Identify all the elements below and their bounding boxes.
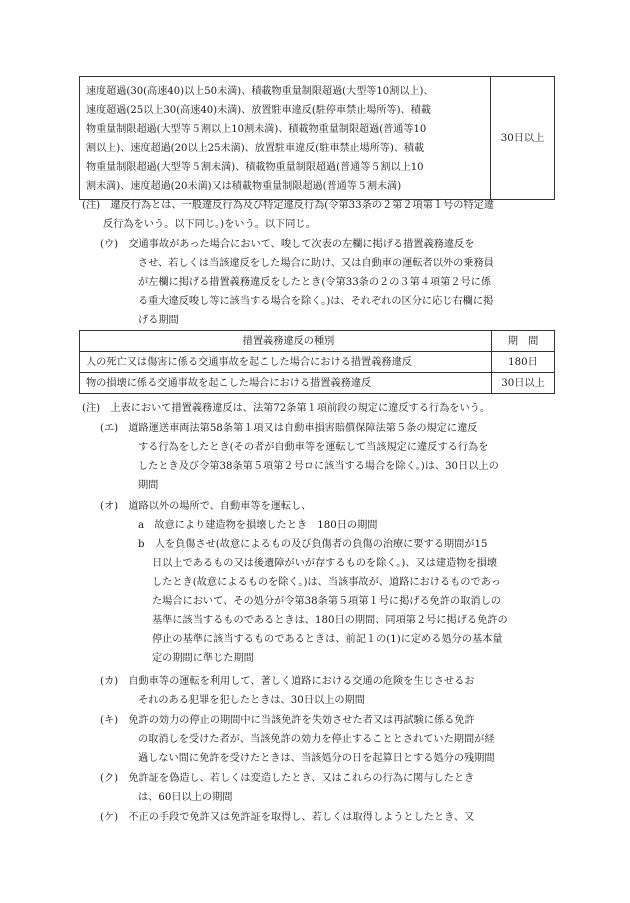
item-o <box>100 497 508 668</box>
item-line: 過しない間に免許を受けたときは、当該処分の日を起算日とする処分の残期間 <box>138 753 495 764</box>
item-ka <box>100 672 475 710</box>
table-cell: 物の損壊に係る交通事故を起こした場合における措置義務違反 <box>80 373 492 394</box>
note-line: (注) 違反行為とは、一般違反行為及び特定違反行為(令第33条の２第２項第１号の特定違 <box>82 200 495 211</box>
item-ki <box>100 711 495 768</box>
table-cell: 人の死亡又は傷害に係る交通事故を起こした場合における措置義務違反 <box>80 352 492 373</box>
item-ke <box>100 808 474 827</box>
item-line: (ウ) 交通事故があった場合において、唆して次表の左欄に掲げる措置義務違反を <box>100 239 475 250</box>
note-line: 反行為をいう。以下同じ。)をいう。以下同じ。 <box>103 219 316 230</box>
table-cell: 30日以上 <box>492 373 555 394</box>
table-text-line: 物重量制限超過(大型等５割以上10割未満)、積載物重量制限超過(普通等10 <box>86 124 427 135</box>
item-ku <box>100 769 474 807</box>
measure-obligation-table <box>79 330 555 394</box>
table-header-row <box>80 331 555 352</box>
table-text-line: 割未満)、速度超過(20未満)又は積載物重量制限超過(普通等５割未満) <box>86 181 402 192</box>
table-cell: 180日 <box>492 352 555 373</box>
item-line: 日以上であるもの又は後遺障がいが存するものを除く。)、又は建造物を損壊 <box>152 558 498 569</box>
note-line: (注) 上表において措置義務違反は、法第72条第１項前段の規定に違反する行為をいう。 <box>82 403 491 414</box>
item-line: それのある犯罪を犯したときは、30日以上の期間 <box>138 695 365 706</box>
item-line: 基準に該当するものであるときは、180日の期間、同項第２号に掲げる免許の <box>152 615 508 626</box>
sub-item-a: a 故意により建造物を損壊したとき 180日の期間 <box>138 520 378 531</box>
item-line: (ク) 免許証を偽造し、若しくは変造したとき、又はこれらの行為に関与したとき <box>100 773 475 784</box>
item-line: た場合において、その処分が令第38条第５項第１号に掲げる免許の取消しの <box>152 596 501 607</box>
table-text-line: 物重量制限超過(大型等５割未満)、積載物重量制限超過(普通等５割以上10 <box>86 162 424 173</box>
item-line: が左欄に掲げる措置義務違反をしたとき(令第33条の２の３第４項第２号に係 <box>138 277 492 288</box>
item-line: (エ) 道路運送車両法第58条第１項又は自動車損害賠償保障法第５条の規定に違反 <box>100 423 478 434</box>
violation-list-cell <box>80 77 491 200</box>
note-violation-definition <box>82 196 494 234</box>
item-e <box>100 419 499 495</box>
item-line: したとき及び令第38条第５項第２号ロに該当する場合を除く。)は、30日以上の <box>138 461 499 472</box>
table-row <box>80 77 555 200</box>
item-line: 定の期間に準じた期間 <box>152 653 254 664</box>
table-text-line: 割以上)、速度超過(20以上25未満)、放置駐車違反(駐車禁止場所等)、積載 <box>86 143 425 154</box>
item-line: させ、若しくは当該違反をした場合に助け、又は自動車の運転者以外の乗務員 <box>138 258 494 269</box>
item-line: (カ) 自動車等の運転を利用して、著しく道路における交通の危険を生じさせるお <box>100 676 475 687</box>
item-line: 停止の基準に該当するものであるときは、前記１の(1)に定める処分の基本量 <box>152 634 503 645</box>
item-line: (オ) 道路以外の場所で、自動車等を運転し、 <box>100 501 312 512</box>
table-text-line: 速度超過(25以上30(高速40)未満)、放置駐車違反(駐停車禁止場所等)、積載 <box>86 105 431 116</box>
violation-period-table <box>79 76 555 200</box>
item-line: げる期間 <box>138 315 179 326</box>
item-u <box>100 235 494 330</box>
table-row <box>80 373 555 394</box>
item-line: する行為をしたとき(その者が自動車等を運転して当該規定に違反する行為を <box>138 442 489 453</box>
table-text-line: 速度超過(30(高速40)以上50未満)、積載物重量制限超過(大型等10割以上)、 <box>86 86 434 97</box>
item-line: (キ) 免許の効力の停止の期間中に当該免許を失効させた者又は再試験に係る免許 <box>100 715 475 726</box>
column-header: 措置義務違反の種別 <box>80 331 492 352</box>
table-row <box>80 352 555 373</box>
note-measure-obligation <box>82 399 490 418</box>
item-line: る重大違反唆し等に該当する場合を除く。)は、それぞれの区分に応じ右欄に掲 <box>138 296 494 307</box>
item-line: (ケ) 不正の手段で免許又は免許証を取得し、若しくは取得しようとしたとき、又 <box>100 812 475 823</box>
period-cell: 30日以上 <box>491 77 555 200</box>
item-line: は、60日以上の期間 <box>138 792 233 803</box>
item-line: 期間 <box>138 480 159 491</box>
item-line: したとき(故意によるものを除く。)は、当該事故が、道路におけるものであっ <box>152 577 501 588</box>
sub-item-b: b 人を負傷させ(故意によるもの及び負傷者の負傷の治療に要する期間が15 <box>138 539 488 550</box>
column-header: 期 間 <box>492 331 555 352</box>
item-line: の取消しを受けた者が、当該免許の効力を停止することとされていた期間が経 <box>138 734 495 745</box>
